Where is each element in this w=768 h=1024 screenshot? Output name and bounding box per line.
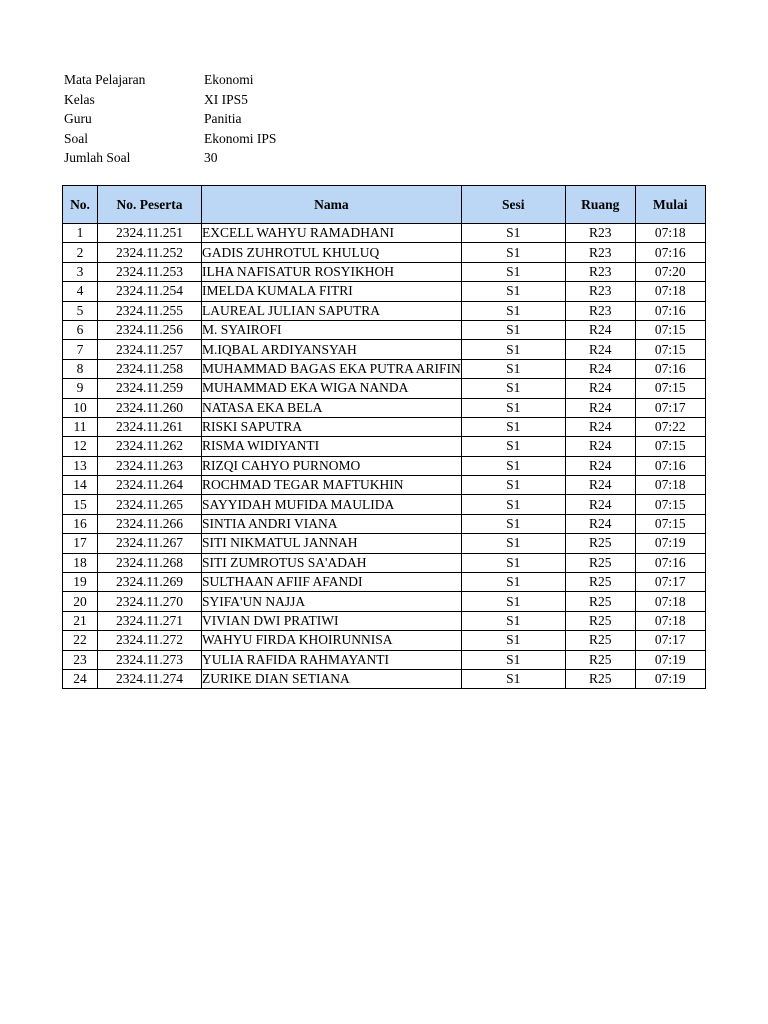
cell-session: S1	[461, 669, 565, 688]
cell-no: 18	[63, 553, 98, 572]
cell-no: 5	[63, 301, 98, 320]
cell-name: MUHAMMAD BAGAS EKA PUTRA ARIFIN	[202, 359, 462, 378]
cell-participant-number: 2324.11.255	[98, 301, 202, 320]
cell-session: S1	[461, 514, 565, 533]
cell-name: ROCHMAD TEGAR MAFTUKHIN	[202, 476, 462, 495]
cell-room: R25	[565, 669, 635, 688]
cell-session: S1	[461, 340, 565, 359]
cell-start: 07:16	[635, 301, 705, 320]
cell-no: 24	[63, 669, 98, 688]
cell-participant-number: 2324.11.266	[98, 514, 202, 533]
cell-participant-number: 2324.11.274	[98, 669, 202, 688]
cell-participant-number: 2324.11.258	[98, 359, 202, 378]
cell-room: R23	[565, 224, 635, 243]
cell-name: LAUREAL JULIAN SAPUTRA	[202, 301, 462, 320]
cell-start: 07:18	[635, 476, 705, 495]
cell-session: S1	[461, 534, 565, 553]
cell-no: 15	[63, 495, 98, 514]
table-row	[63, 243, 706, 262]
cell-session: S1	[461, 456, 565, 475]
cell-name: IMELDA KUMALA FITRI	[202, 282, 462, 301]
cell-no: 17	[63, 534, 98, 553]
cell-participant-number: 2324.11.264	[98, 476, 202, 495]
cell-session: S1	[461, 417, 565, 436]
cell-session: S1	[461, 476, 565, 495]
cell-no: 9	[63, 379, 98, 398]
info-row-question-count	[64, 148, 276, 168]
cell-participant-number: 2324.11.263	[98, 456, 202, 475]
cell-start: 07:15	[635, 514, 705, 533]
table-row	[63, 631, 706, 650]
cell-participant-number: 2324.11.253	[98, 262, 202, 281]
cell-start: 07:16	[635, 243, 705, 262]
table-row	[63, 301, 706, 320]
cell-start: 07:15	[635, 320, 705, 339]
cell-session: S1	[461, 379, 565, 398]
table-row	[63, 669, 706, 688]
cell-no: 19	[63, 573, 98, 592]
cell-start: 07:19	[635, 669, 705, 688]
table-row	[63, 611, 706, 630]
info-row-subject	[64, 70, 276, 90]
cell-start: 07:19	[635, 534, 705, 553]
cell-start: 07:20	[635, 262, 705, 281]
cell-name: SYIFA'UN NAJJA	[202, 592, 462, 611]
cell-participant-number: 2324.11.257	[98, 340, 202, 359]
cell-room: R23	[565, 262, 635, 281]
column-header-session: Sesi	[461, 186, 565, 224]
cell-room: R24	[565, 398, 635, 417]
cell-no: 10	[63, 398, 98, 417]
table-row	[63, 340, 706, 359]
column-header-no: No.	[63, 186, 98, 224]
info-label: Guru	[64, 111, 92, 126]
info-label: Mata Pelajaran	[64, 72, 146, 87]
info-row-question-set	[64, 129, 276, 149]
cell-session: S1	[461, 650, 565, 669]
cell-room: R24	[565, 359, 635, 378]
cell-participant-number: 2324.11.270	[98, 592, 202, 611]
table-row	[63, 534, 706, 553]
table-row	[63, 553, 706, 572]
cell-no: 11	[63, 417, 98, 436]
table-row	[63, 417, 706, 436]
cell-start: 07:16	[635, 456, 705, 475]
cell-room: R24	[565, 437, 635, 456]
cell-start: 07:17	[635, 573, 705, 592]
table-row	[63, 398, 706, 417]
cell-start: 07:17	[635, 631, 705, 650]
cell-name: EXCELL WAHYU RAMADHANI	[202, 224, 462, 243]
cell-session: S1	[461, 437, 565, 456]
table-row	[63, 224, 706, 243]
table-row	[63, 359, 706, 378]
cell-no: 21	[63, 611, 98, 630]
cell-room: R24	[565, 379, 635, 398]
cell-participant-number: 2324.11.271	[98, 611, 202, 630]
cell-name: M. SYAIROFI	[202, 320, 462, 339]
cell-participant-number: 2324.11.256	[98, 320, 202, 339]
cell-participant-number: 2324.11.260	[98, 398, 202, 417]
cell-participant-number: 2324.11.272	[98, 631, 202, 650]
table-row	[63, 456, 706, 475]
cell-no: 13	[63, 456, 98, 475]
cell-room: R24	[565, 495, 635, 514]
table-row	[63, 650, 706, 669]
cell-no: 6	[63, 320, 98, 339]
table-row	[63, 379, 706, 398]
cell-name: RISMA WIDIYANTI	[202, 437, 462, 456]
cell-room: R24	[565, 514, 635, 533]
info-value: 30	[204, 150, 218, 165]
cell-no: 20	[63, 592, 98, 611]
cell-session: S1	[461, 320, 565, 339]
exam-info	[64, 70, 276, 168]
cell-room: R24	[565, 476, 635, 495]
cell-name: VIVIAN DWI PRATIWI	[202, 611, 462, 630]
table-row	[63, 262, 706, 281]
table-header-row	[63, 186, 706, 224]
cell-participant-number: 2324.11.267	[98, 534, 202, 553]
cell-name: SINTIA ANDRI VIANA	[202, 514, 462, 533]
cell-name: NATASA EKA BELA	[202, 398, 462, 417]
cell-room: R25	[565, 611, 635, 630]
cell-session: S1	[461, 573, 565, 592]
cell-no: 3	[63, 262, 98, 281]
cell-start: 07:15	[635, 340, 705, 359]
cell-name: GADIS ZUHROTUL KHULUQ	[202, 243, 462, 262]
column-header-participant-number: No. Peserta	[98, 186, 202, 224]
table-body	[63, 224, 706, 689]
cell-name: ZURIKE DIAN SETIANA	[202, 669, 462, 688]
cell-no: 1	[63, 224, 98, 243]
cell-start: 07:15	[635, 495, 705, 514]
cell-start: 07:17	[635, 398, 705, 417]
info-value: Ekonomi	[204, 72, 254, 87]
table-row	[63, 495, 706, 514]
cell-room: R24	[565, 417, 635, 436]
cell-participant-number: 2324.11.254	[98, 282, 202, 301]
cell-session: S1	[461, 224, 565, 243]
cell-room: R24	[565, 320, 635, 339]
cell-session: S1	[461, 592, 565, 611]
cell-session: S1	[461, 611, 565, 630]
cell-no: 8	[63, 359, 98, 378]
cell-session: S1	[461, 398, 565, 417]
cell-participant-number: 2324.11.252	[98, 243, 202, 262]
cell-room: R25	[565, 592, 635, 611]
cell-participant-number: 2324.11.269	[98, 573, 202, 592]
table-row	[63, 437, 706, 456]
cell-session: S1	[461, 495, 565, 514]
cell-participant-number: 2324.11.268	[98, 553, 202, 572]
cell-session: S1	[461, 359, 565, 378]
column-header-room: Ruang	[565, 186, 635, 224]
cell-room: R24	[565, 456, 635, 475]
info-row-class	[64, 90, 276, 110]
cell-start: 07:16	[635, 553, 705, 572]
cell-start: 07:22	[635, 417, 705, 436]
cell-room: R23	[565, 301, 635, 320]
cell-room: R23	[565, 243, 635, 262]
cell-no: 12	[63, 437, 98, 456]
cell-participant-number: 2324.11.251	[98, 224, 202, 243]
cell-name: SAYYIDAH MUFIDA MAULIDA	[202, 495, 462, 514]
table-row	[63, 282, 706, 301]
cell-name: YULIA RAFIDA RAHMAYANTI	[202, 650, 462, 669]
cell-room: R25	[565, 534, 635, 553]
column-header-name: Nama	[202, 186, 462, 224]
cell-start: 07:18	[635, 592, 705, 611]
cell-participant-number: 2324.11.259	[98, 379, 202, 398]
cell-no: 4	[63, 282, 98, 301]
table-row	[63, 592, 706, 611]
cell-name: ILHA NAFISATUR ROSYIKHOH	[202, 262, 462, 281]
cell-name: SITI NIKMATUL JANNAH	[202, 534, 462, 553]
cell-name: MUHAMMAD EKA WIGA NANDA	[202, 379, 462, 398]
cell-no: 14	[63, 476, 98, 495]
cell-name: SULTHAAN AFIIF AFANDI	[202, 573, 462, 592]
table-row	[63, 476, 706, 495]
cell-start: 07:18	[635, 282, 705, 301]
info-value: XI IPS5	[204, 91, 248, 107]
info-value: Ekonomi IPS	[204, 130, 277, 146]
cell-session: S1	[461, 553, 565, 572]
cell-start: 07:19	[635, 650, 705, 669]
column-header-start: Mulai	[635, 186, 705, 224]
cell-participant-number: 2324.11.273	[98, 650, 202, 669]
table-row	[63, 573, 706, 592]
cell-participant-number: 2324.11.265	[98, 495, 202, 514]
cell-session: S1	[461, 262, 565, 281]
cell-name: RIZQI CAHYO PURNOMO	[202, 456, 462, 475]
cell-no: 23	[63, 650, 98, 669]
cell-name: RISKI SAPUTRA	[202, 417, 462, 436]
cell-start: 07:16	[635, 359, 705, 378]
participant-table	[62, 185, 706, 689]
cell-start: 07:18	[635, 224, 705, 243]
cell-session: S1	[461, 282, 565, 301]
cell-participant-number: 2324.11.261	[98, 417, 202, 436]
info-value: Panitia	[204, 111, 242, 126]
cell-room: R25	[565, 553, 635, 572]
info-label: Jumlah Soal	[64, 150, 131, 165]
cell-room: R25	[565, 650, 635, 669]
cell-no: 22	[63, 631, 98, 650]
cell-no: 16	[63, 514, 98, 533]
cell-name: SITI ZUMROTUS SA'ADAH	[202, 553, 462, 572]
table-row	[63, 320, 706, 339]
cell-no: 7	[63, 340, 98, 359]
cell-start: 07:15	[635, 379, 705, 398]
info-label: Soal	[64, 130, 89, 146]
cell-start: 07:15	[635, 437, 705, 456]
cell-session: S1	[461, 301, 565, 320]
cell-session: S1	[461, 631, 565, 650]
cell-session: S1	[461, 243, 565, 262]
cell-name: M.IQBAL ARDIYANSYAH	[202, 340, 462, 359]
cell-room: R25	[565, 573, 635, 592]
cell-room: R25	[565, 631, 635, 650]
info-row-teacher	[64, 109, 276, 129]
cell-room: R23	[565, 282, 635, 301]
cell-no: 2	[63, 243, 98, 262]
info-label: Kelas	[64, 91, 95, 107]
cell-participant-number: 2324.11.262	[98, 437, 202, 456]
cell-name: WAHYU FIRDA KHOIRUNNISA	[202, 631, 462, 650]
cell-room: R24	[565, 340, 635, 359]
cell-start: 07:18	[635, 611, 705, 630]
table-row	[63, 514, 706, 533]
